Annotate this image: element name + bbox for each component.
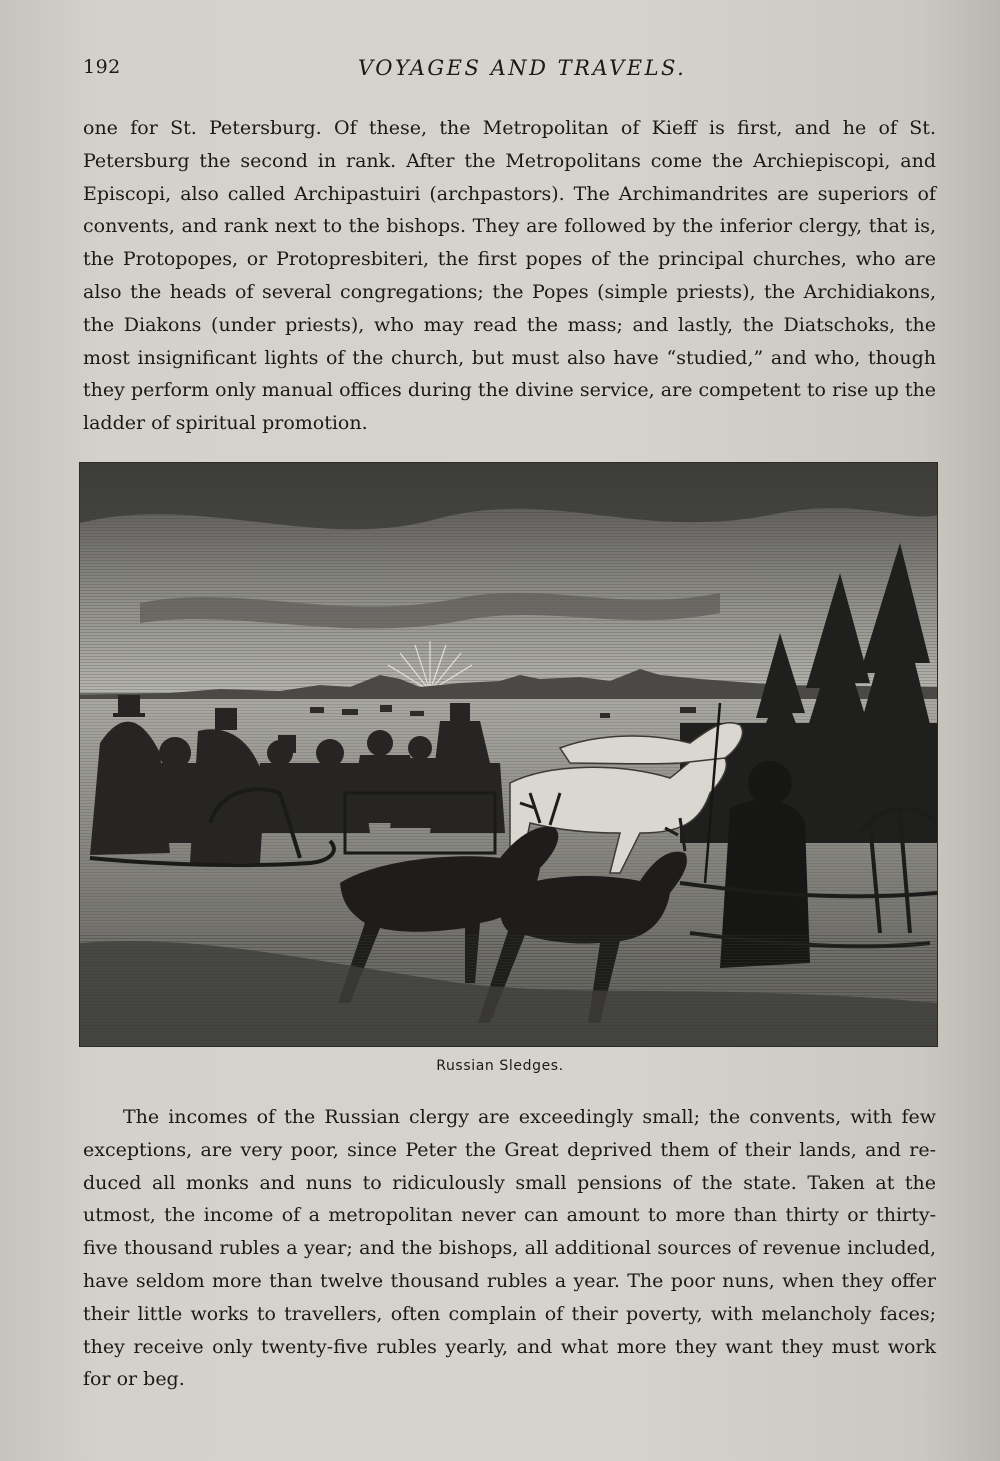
body-paragraph-2: The incomes of the Russian clergy are exceedingly small; the convents, with few exceptions, are very poor, since Peter the Great deprived them of their lands, and reduced all monks and nuns to ridiculously small pensions of the state. Taken at the utmost, the income of a metropolitan never can amount to more than thirty or thirty-five thousand rubles a year; and the bishops, all additional sources of revenue included, have seldom more than twelve thousand rubles a year. The poor nuns, when they offer their little works to travellers, often complain of their poverty, with melancholy faces; they receive only twenty-five rubles yearly, and what more they want they must work for or beg. — [83, 1106, 936, 1391]
page-header — [83, 56, 936, 86]
engraving-illustration — [79, 462, 938, 1047]
body-paragraph-1: one for St. Petersburg. Of these, the Metropolitan of Kieff is first, and he of St. Petersburg the second in rank. After the Metropolitans come the Archiepiscopi, and Episcopi, also called Archipastuiri (archpastors). The Archimandrites are superiors of convents, and rank next to the bishops. They are followed by the inferior clergy, that is, the Protopopes, or Protopresbiteri, the first popes of the principal churches, who are also the heads of several congregations; the Popes (simple priests), the Archidiakons, the Diakons (under priests), who may read the mass; and lastly, the Diatschoks, the most insignificant lights of the church, but must also have “studied,” and who, though they perform only manual offices during the divine service, are competent to rise up the ladder of spiritual promotion. — [83, 117, 936, 435]
running-title: VOYAGES AND TRAVELS. — [358, 56, 687, 80]
page-number: 192 — [83, 56, 121, 78]
figure-caption: Russian Sledges. — [436, 1058, 564, 1074]
engraving-image — [80, 463, 937, 1046]
